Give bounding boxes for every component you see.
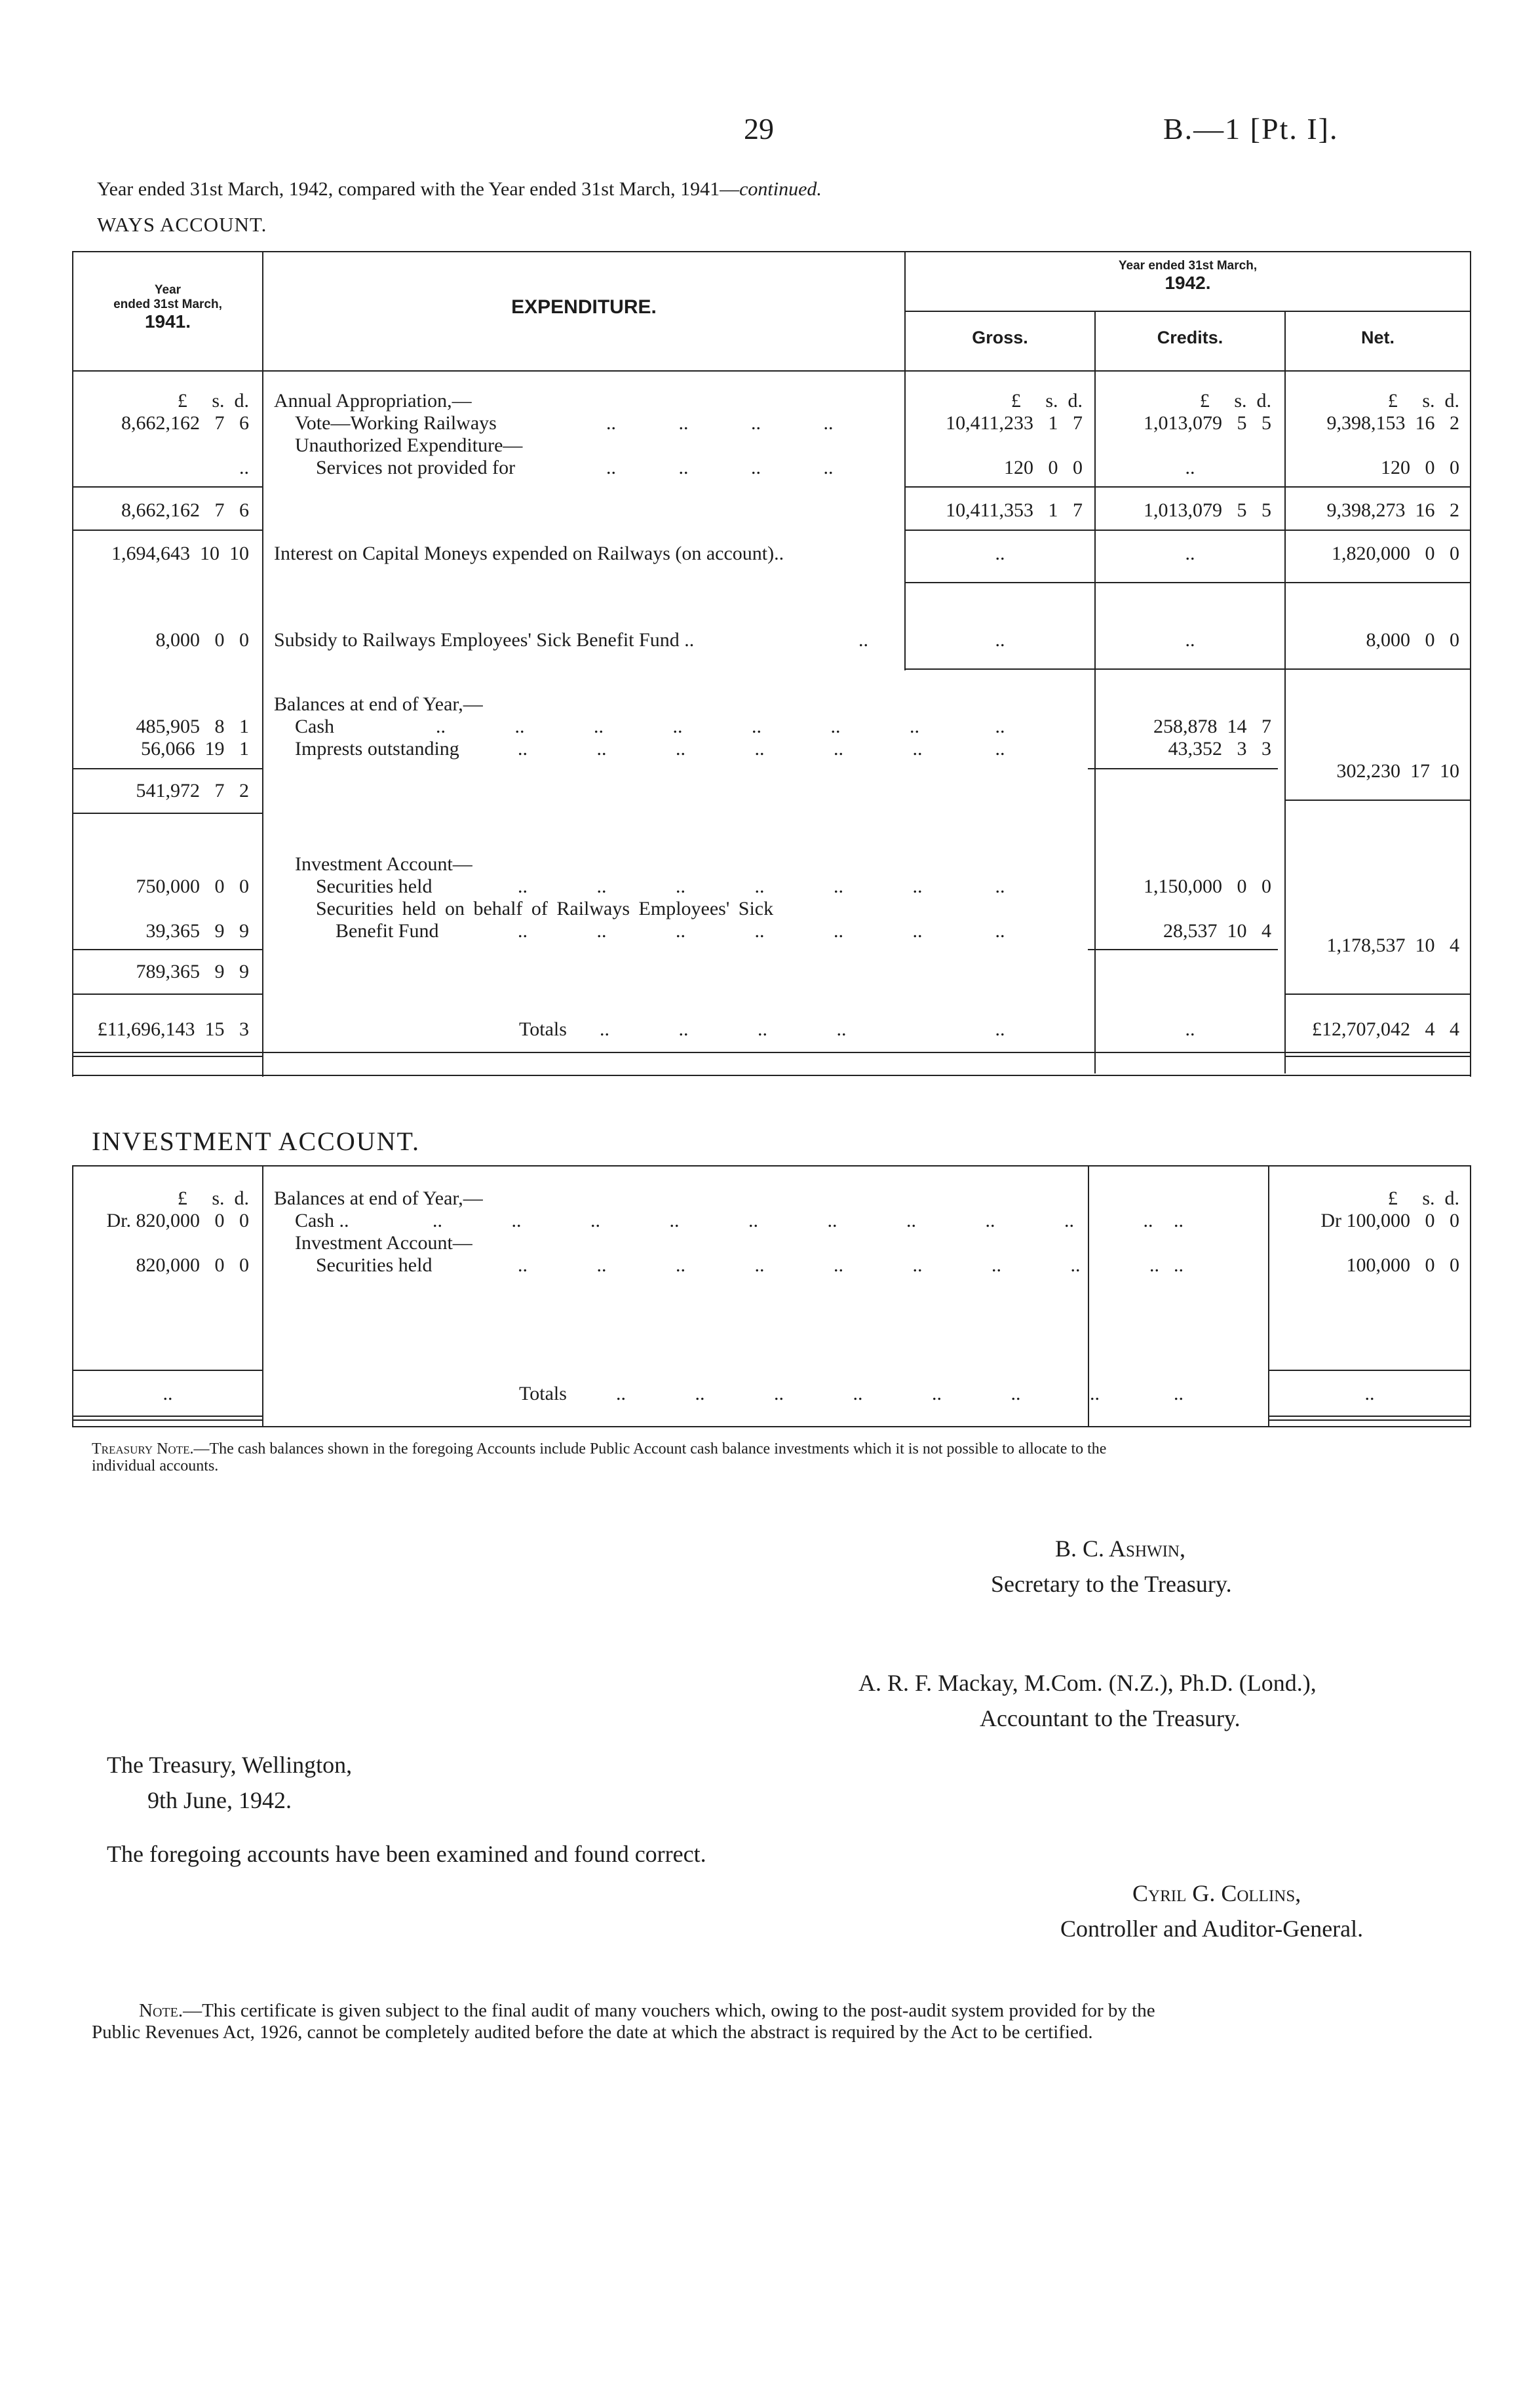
row-unauth-label: Unauthorized Expenditure— xyxy=(295,434,523,456)
row-services-leader-dots: .. .. .. .. xyxy=(606,457,834,478)
inv-totals-net: .. xyxy=(1364,1383,1375,1404)
rule-investment-credits xyxy=(1088,949,1278,950)
section-title-investment: INVESTMENT ACCOUNT. xyxy=(92,1127,420,1156)
inv-rule-totals-net xyxy=(1268,1370,1471,1371)
row-services-1941: .. xyxy=(239,457,249,478)
row-subsidy-leader-dots: .. xyxy=(858,629,868,651)
row-subtotal-net: 9,398,273 16 2 xyxy=(1326,499,1459,521)
rule-gross-close xyxy=(904,668,1284,670)
row-vote-1941: 8,662,162 7 6 xyxy=(121,412,249,434)
rule-totals-double-1 xyxy=(72,1052,1471,1053)
header-credits: Credits. xyxy=(1157,328,1223,347)
treasury-note-text-2: individual accounts. xyxy=(92,1457,219,1475)
row-interest-credits: .. xyxy=(1185,543,1195,564)
header-year-1942 xyxy=(906,259,1470,293)
row-subtotal-gross: 10,411,353 1 7 xyxy=(946,499,1083,521)
inv-balances-label: Balances at end of Year,— xyxy=(274,1187,483,1209)
row-subsidy-gross: .. xyxy=(995,629,1005,651)
col-divider-1941 xyxy=(262,251,263,1077)
right-border xyxy=(1470,251,1471,1077)
row-interest-gross: .. xyxy=(995,543,1005,564)
header-year-1941-line1: Year xyxy=(154,283,182,297)
inv-totals-1941: .. xyxy=(163,1383,173,1404)
header-net: Net. xyxy=(1360,328,1395,347)
inv-bottom-rule xyxy=(72,1426,1471,1427)
row-imprests-1941: 56,066 19 1 xyxy=(141,738,249,760)
row-securities-1941: 750,000 0 0 xyxy=(136,876,249,897)
header-year-1942-line2: 1942. xyxy=(1165,273,1211,293)
signature-mackay-name: A. R. F. Mackay, M.Com. (N.Z.), Ph.D. (Lond.), xyxy=(858,1670,1317,1696)
rule-subsidy-1942 xyxy=(904,582,1471,583)
header-bottom-rule xyxy=(72,370,1471,372)
final-note xyxy=(92,2000,1155,2043)
row-cash-credits: 258,878 14 7 xyxy=(1153,716,1271,737)
inv-totals-leader-dots: .. .. .. .. .. .. .. xyxy=(616,1383,1100,1404)
header-year-1941 xyxy=(73,283,262,332)
row-subtotal-1941: 8,662,162 7 6 xyxy=(121,499,249,521)
left-border xyxy=(72,251,73,1077)
row-cash-label: Cash xyxy=(295,716,334,737)
row-totals-gross: .. xyxy=(995,1018,1005,1040)
row-services-credits: .. xyxy=(1185,457,1195,478)
inv-top-rule xyxy=(72,1165,1471,1167)
signature-collins-name: Cyril G. Collins, xyxy=(1132,1880,1301,1906)
table-bottom-rule xyxy=(72,1075,1471,1076)
row-interest-label: Interest on Capital Moneys expended on Railways (on account).. xyxy=(274,543,784,564)
row-investment-label: Investment Account— xyxy=(295,853,472,875)
row-vote-label: Vote—Working Railways xyxy=(295,412,497,434)
page-subtitle xyxy=(97,178,822,201)
row-securities-credits: 1,150,000 0 0 xyxy=(1144,876,1271,897)
inv-securities-label: Securities held xyxy=(316,1254,433,1276)
row-totals-credits: .. xyxy=(1185,1018,1195,1040)
row-balances-net: 302,230 17 10 xyxy=(1336,760,1459,782)
currency-head-1941: £ s. d. xyxy=(177,390,249,412)
row-cash-gross: .. xyxy=(995,716,1005,737)
inv-right-border xyxy=(1470,1165,1471,1427)
rule-totals-double-1941 xyxy=(72,1056,262,1057)
rule-net-balances xyxy=(1284,668,1471,670)
row-imprests-credits: 43,352 3 3 xyxy=(1168,738,1271,760)
signature-ashwin-title: Secretary to the Treasury. xyxy=(991,1571,1232,1597)
header-gross: Gross. xyxy=(972,328,1028,347)
rule-balances-credits xyxy=(1088,768,1278,769)
row-behalf-label-1: Securities held on behalf of Railways Employees' Sick xyxy=(316,898,774,919)
inv-currency-head-1941: £ s. d. xyxy=(177,1187,249,1209)
row-services-label: Services not provided for xyxy=(316,457,516,478)
rule-totals-net xyxy=(1284,993,1471,995)
inv-cash-1941: Dr. 820,000 0 0 xyxy=(106,1210,249,1231)
treasury-place: The Treasury, Wellington, xyxy=(107,1752,353,1778)
rule-investment-1941 xyxy=(72,949,262,950)
row-totals-leader-dots: .. .. .. .. xyxy=(600,1018,847,1040)
row-behalf-leader-dots: .. .. .. .. .. .. xyxy=(518,920,923,942)
row-imprests-label: Imprests outstanding xyxy=(295,738,459,760)
final-note-text-1: —This certificate is given subject to the final audit of many vouchers which, owing to the post-audit system provided for by the xyxy=(183,2000,1155,2021)
header-expenditure: EXPENDITURE. xyxy=(511,296,657,318)
inv-cash-label: Cash .. xyxy=(295,1210,349,1231)
signature-collins-title: Controller and Auditor-General. xyxy=(1060,1916,1364,1942)
row-appropriation-label: Annual Appropriation,— xyxy=(274,390,472,412)
row-services-gross: 120 0 0 xyxy=(1004,457,1083,478)
examined-statement: The foregoing accounts have been examined and found correct. xyxy=(107,1841,706,1867)
inv-securities-leader-dots: .. .. .. .. .. .. .. .. .. xyxy=(518,1254,1159,1276)
row-interest-net: 1,820,000 0 0 xyxy=(1332,543,1459,564)
subtitle-continued: continued. xyxy=(739,178,822,200)
row-subsidy-label: Subsidy to Railways Employees' Sick Benefit Fund .. xyxy=(274,629,695,651)
final-note-lead: Note. xyxy=(139,2000,183,2021)
inv-rule-double-1941-b xyxy=(72,1419,262,1421)
inv-investment-label: Investment Account— xyxy=(295,1232,472,1254)
rule-interest-1941 xyxy=(72,530,262,531)
rule-balances-1941 xyxy=(72,768,262,769)
inv-col-divider-1941 xyxy=(262,1165,263,1427)
row-totals-1941: £11,696,143 15 3 xyxy=(97,1018,249,1040)
section-title-ways: WAYS ACCOUNT. xyxy=(97,213,267,236)
row-investment-net: 1,178,537 10 4 xyxy=(1326,935,1459,956)
row-subsidy-net: 8,000 0 0 xyxy=(1366,629,1459,651)
row-subsidy-1941: 8,000 0 0 xyxy=(155,629,249,651)
inv-rule-totals-1941 xyxy=(72,1370,262,1371)
header-year-1942-line1: Year ended 31st March, xyxy=(1118,259,1258,273)
row-vote-gross: 10,411,233 1 7 xyxy=(946,412,1083,434)
row-totals-label: Totals xyxy=(519,1018,567,1040)
inv-cash-net: Dr 100,000 0 0 xyxy=(1320,1210,1459,1231)
inv-rule-double-net-a xyxy=(1268,1416,1471,1417)
header-year-1941-line2: ended 31st March, xyxy=(113,298,222,311)
row-cash-leader-dots: .. .. .. .. .. .. .. xyxy=(436,716,919,737)
treasury-note-lead: Treasury Note. xyxy=(92,1440,194,1457)
rule-investment-1941-top xyxy=(72,813,262,814)
row-behalf-label-2: Benefit Fund xyxy=(336,920,439,942)
row-vote-leader-dots: .. .. .. .. xyxy=(606,412,834,434)
document-reference: B.—1 [Pt. I]. xyxy=(1163,112,1339,145)
row-services-net: 120 0 0 xyxy=(1381,457,1459,478)
row-investment-1941: 789,365 9 9 xyxy=(136,961,249,982)
rule-subtotal-1942 xyxy=(904,486,1471,488)
row-securities-gross: .. xyxy=(995,876,1005,897)
subheader-rule xyxy=(904,311,1471,312)
inv-cash-credits: .. xyxy=(1174,1210,1184,1231)
row-behalf-gross: .. xyxy=(995,920,1005,942)
row-cash-1941: 485,905 8 1 xyxy=(136,716,249,737)
row-behalf-1941: 39,365 9 9 xyxy=(145,920,249,942)
currency-head-net: £ s. d. xyxy=(1387,390,1459,412)
row-vote-net: 9,398,153 16 2 xyxy=(1326,412,1459,434)
signature-ashwin-name: B. C. Ashwin, xyxy=(1055,1535,1185,1562)
table-top-rule xyxy=(72,251,1471,252)
inv-currency-head-net: £ s. d. xyxy=(1387,1187,1459,1209)
page-number: 29 xyxy=(744,112,774,145)
row-subtotal-credits: 1,013,079 5 5 xyxy=(1144,499,1271,521)
row-vote-credits: 1,013,079 5 5 xyxy=(1144,412,1271,434)
row-imprests-gross: .. xyxy=(995,738,1005,760)
row-subsidy-credits: .. xyxy=(1185,629,1195,651)
row-securities-label: Securities held xyxy=(316,876,433,897)
treasury-date: 9th June, 1942. xyxy=(147,1787,292,1813)
row-totals-net: £12,707,042 4 4 xyxy=(1312,1018,1459,1040)
row-behalf-credits: 28,537 10 4 xyxy=(1163,920,1271,942)
header-year-1941-line3: 1941. xyxy=(144,311,191,332)
inv-rule-double-net-b xyxy=(1268,1419,1471,1421)
subtitle-text: Year ended 31st March, 1942, compared with the Year ended 31st March, 1941— xyxy=(97,178,740,200)
row-interest-1941: 1,694,643 10 10 xyxy=(111,543,249,564)
row-balances-label: Balances at end of Year,— xyxy=(274,693,483,715)
inv-securities-credits: .. xyxy=(1174,1254,1184,1276)
inv-totals-credits: .. xyxy=(1174,1383,1184,1404)
treasury-note-text-1: —The cash balances shown in the foregoing Accounts include Public Account cash balance investments which it is not possible to allocate to the xyxy=(193,1440,1107,1457)
currency-head-gross: £ s. d. xyxy=(1011,390,1083,412)
rule-subtotal-1941 xyxy=(72,486,262,488)
rule-interest-1942 xyxy=(904,530,1471,531)
inv-cash-leader-dots: .. .. .. .. .. .. .. .. .. .. xyxy=(433,1210,1153,1231)
inv-rule-double-1941-a xyxy=(72,1416,262,1417)
row-balances-1941: 541,972 7 2 xyxy=(136,780,249,801)
currency-head-credits: £ s. d. xyxy=(1199,390,1271,412)
rule-net-investment xyxy=(1284,800,1471,801)
final-note-text-2: Public Revenues Act, 1926, cannot be completely audited before the date at which the abstract is required by the Act to be certified. xyxy=(92,2022,1093,2043)
row-imprests-leader-dots: .. .. .. .. .. .. xyxy=(518,738,923,760)
inv-securities-net: 100,000 0 0 xyxy=(1346,1254,1459,1276)
rule-totals-double-net xyxy=(1284,1056,1471,1057)
inv-totals-label: Totals xyxy=(519,1383,567,1404)
signature-mackay-title: Accountant to the Treasury. xyxy=(980,1705,1241,1731)
treasury-note xyxy=(92,1440,1106,1475)
rule-totals-1941 xyxy=(72,993,262,995)
row-securities-leader-dots: .. .. .. .. .. .. xyxy=(518,876,923,897)
inv-securities-1941: 820,000 0 0 xyxy=(136,1254,249,1276)
